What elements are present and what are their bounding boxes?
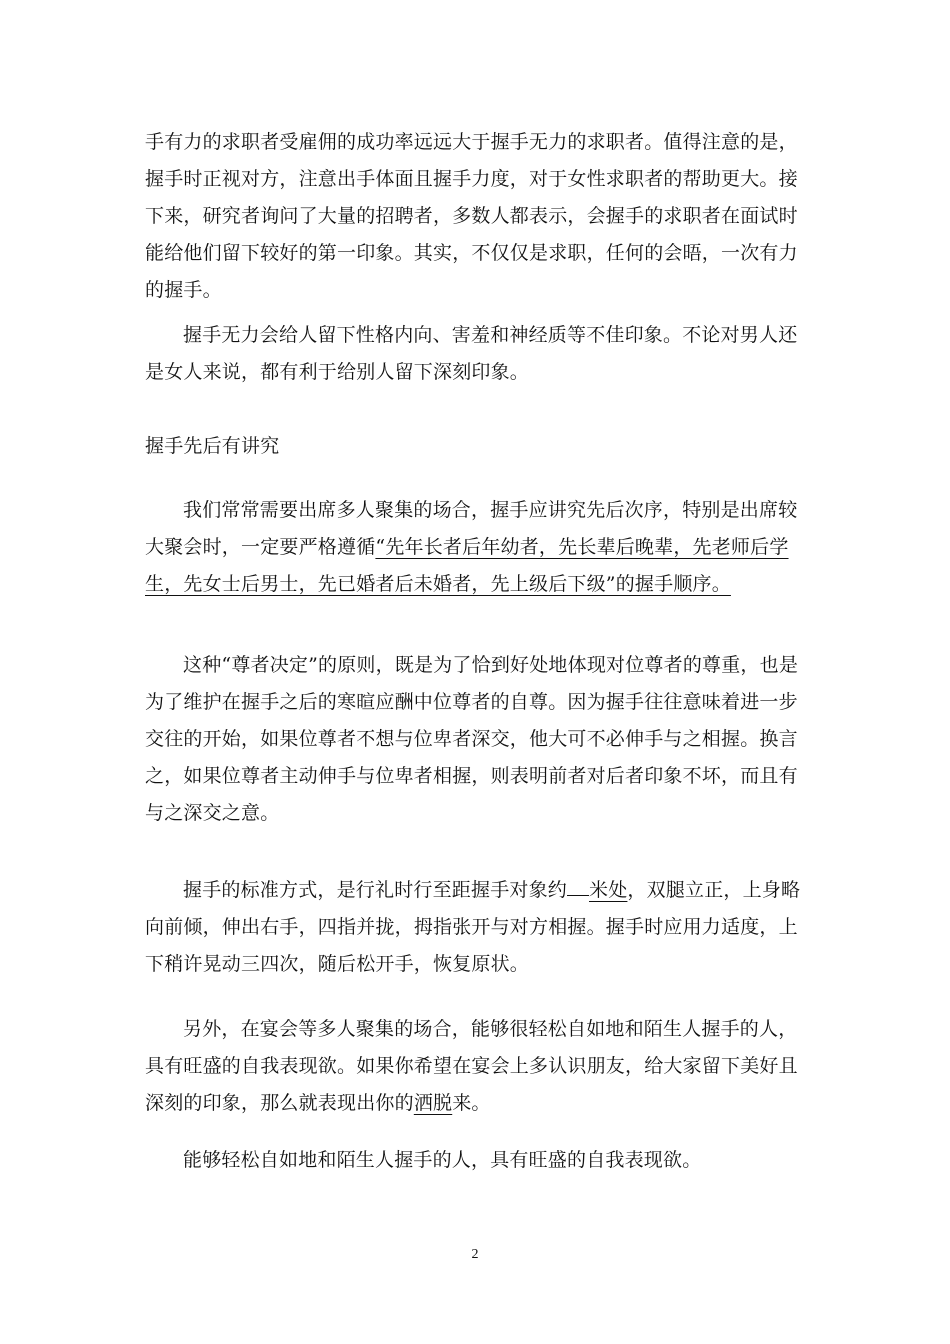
paragraph-summary: 能够轻松自如地和陌生人握手的人，具有旺盛的自我表现欲。 <box>183 1149 702 1171</box>
paragraph-respect-principle: 这种“尊者决定”的原则，既是为了恰到好处地体现对位尊者的尊重，也是为了维护在握手之后的寒暄应酬中位尊者的自尊。因为握手往往意味着进一步交往的开始，如果位尊者不想与位卑者深交，他大可不必伸手与之相握。换言之，如果位尊者主动伸手与位卑者相握，则表明前者对后者印象不坏，而且有与之深交之意。 <box>145 654 799 824</box>
paragraph-banquet <box>145 1011 810 1122</box>
section-heading: 握手先后有讲究 <box>145 435 280 457</box>
page-number: 2 <box>471 1247 479 1262</box>
fill-in-blank <box>567 876 589 896</box>
underlined-distance: 米处 <box>589 879 628 901</box>
paragraph-standard-method <box>145 872 810 983</box>
paragraph-weak-handshake: 握手无力会给人留下性格内向、害羞和神经质等不佳印象。不论对男人还是女人来说，都有利于给别人留下深刻印象。 <box>145 324 798 383</box>
paragraph-text: 我们常常需要出席多人聚集的场合，握手应讲究先后次序，特别是出席较大聚会时，一定要严格遵循 <box>145 499 798 558</box>
paragraph-handshake-order <box>145 492 810 603</box>
paragraph-text-after: ，双腿立正，上身略向前倾，伸出右手，四指并拢，拇指张开与对方相握。握手时应用力适度，上下稍许晃动三四次，随后松开手，恢复原状。 <box>145 879 801 975</box>
paragraph-handshake-research: 手有力的求职者受雇佣的成功率远远大于握手无力的求职者。值得注意的是，握手时正视对方，注意出手体面且握手力度，对于女性求职者的帮助更大。接下来，研究者询问了大量的招聘者，多数人都表示，会握手的求职者在面试时能给他们留下较好的第一印象。其实，不仅仅是求职，任何的会晤，一次有力的握手。 <box>145 131 798 301</box>
paragraph-text: 另外，在宴会等多人聚集的场合，能够很轻松自如地和陌生人握手的人，具有旺盛的自我表现欲。如果你希望在宴会上多认识朋友，给大家留下美好且深刻的印象，那么就表现出你的 <box>145 1018 798 1114</box>
paragraph-text: 握手的标准方式，是行礼时行至距握手对象约 <box>183 879 568 901</box>
paragraph-text-after: 来。 <box>452 1092 491 1114</box>
underlined-word: 洒脱 <box>413 1092 453 1114</box>
underlined-order-rule: “先年长者后年幼者，先长辈后晚辈，先老师后学生，先女士后男士，先已婚者后未婚者，先上级后下级”的握手顺序。 <box>145 536 789 595</box>
